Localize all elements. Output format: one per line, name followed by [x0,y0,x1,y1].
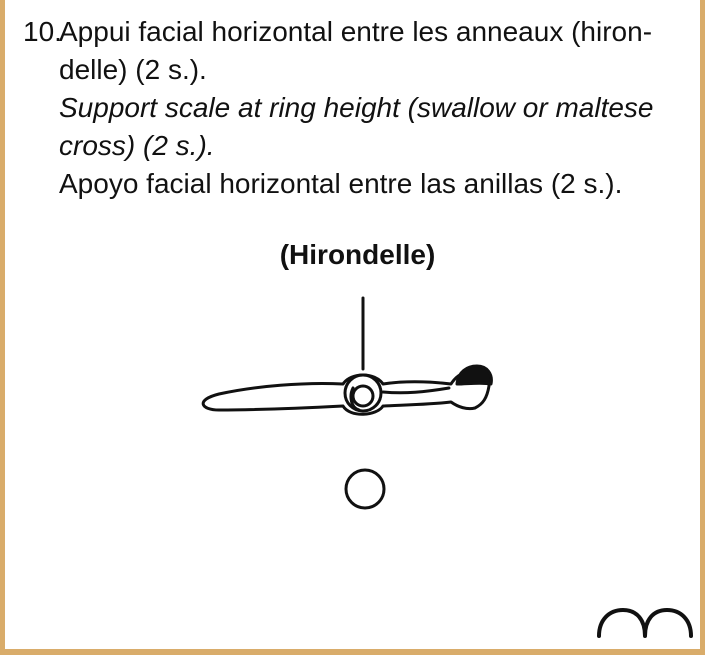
description-french-line-2: delle) (2 s.). [59,54,207,85]
item-number: 10. [23,16,62,47]
figure-title: (Hirondelle) [279,239,436,270]
description-french-line-1: Appui facial horizontal entre les anneaux (hiron- [59,16,653,47]
ring-figure-illustration [5,0,705,655]
description-english-line-2: cross) (2 s.). [59,130,215,161]
lower-ring [346,470,384,508]
hand-detail [353,386,373,406]
apparatus-symbol-rings-icon [599,610,691,636]
ring-figure-icon [203,298,491,508]
description-spanish: Apoyo facial horizontal entre las anillas (2 s.). [59,168,623,199]
description-english-line-1: Support scale at ring height (swallow or maltese [59,92,654,123]
gymnast-hair [457,366,491,384]
